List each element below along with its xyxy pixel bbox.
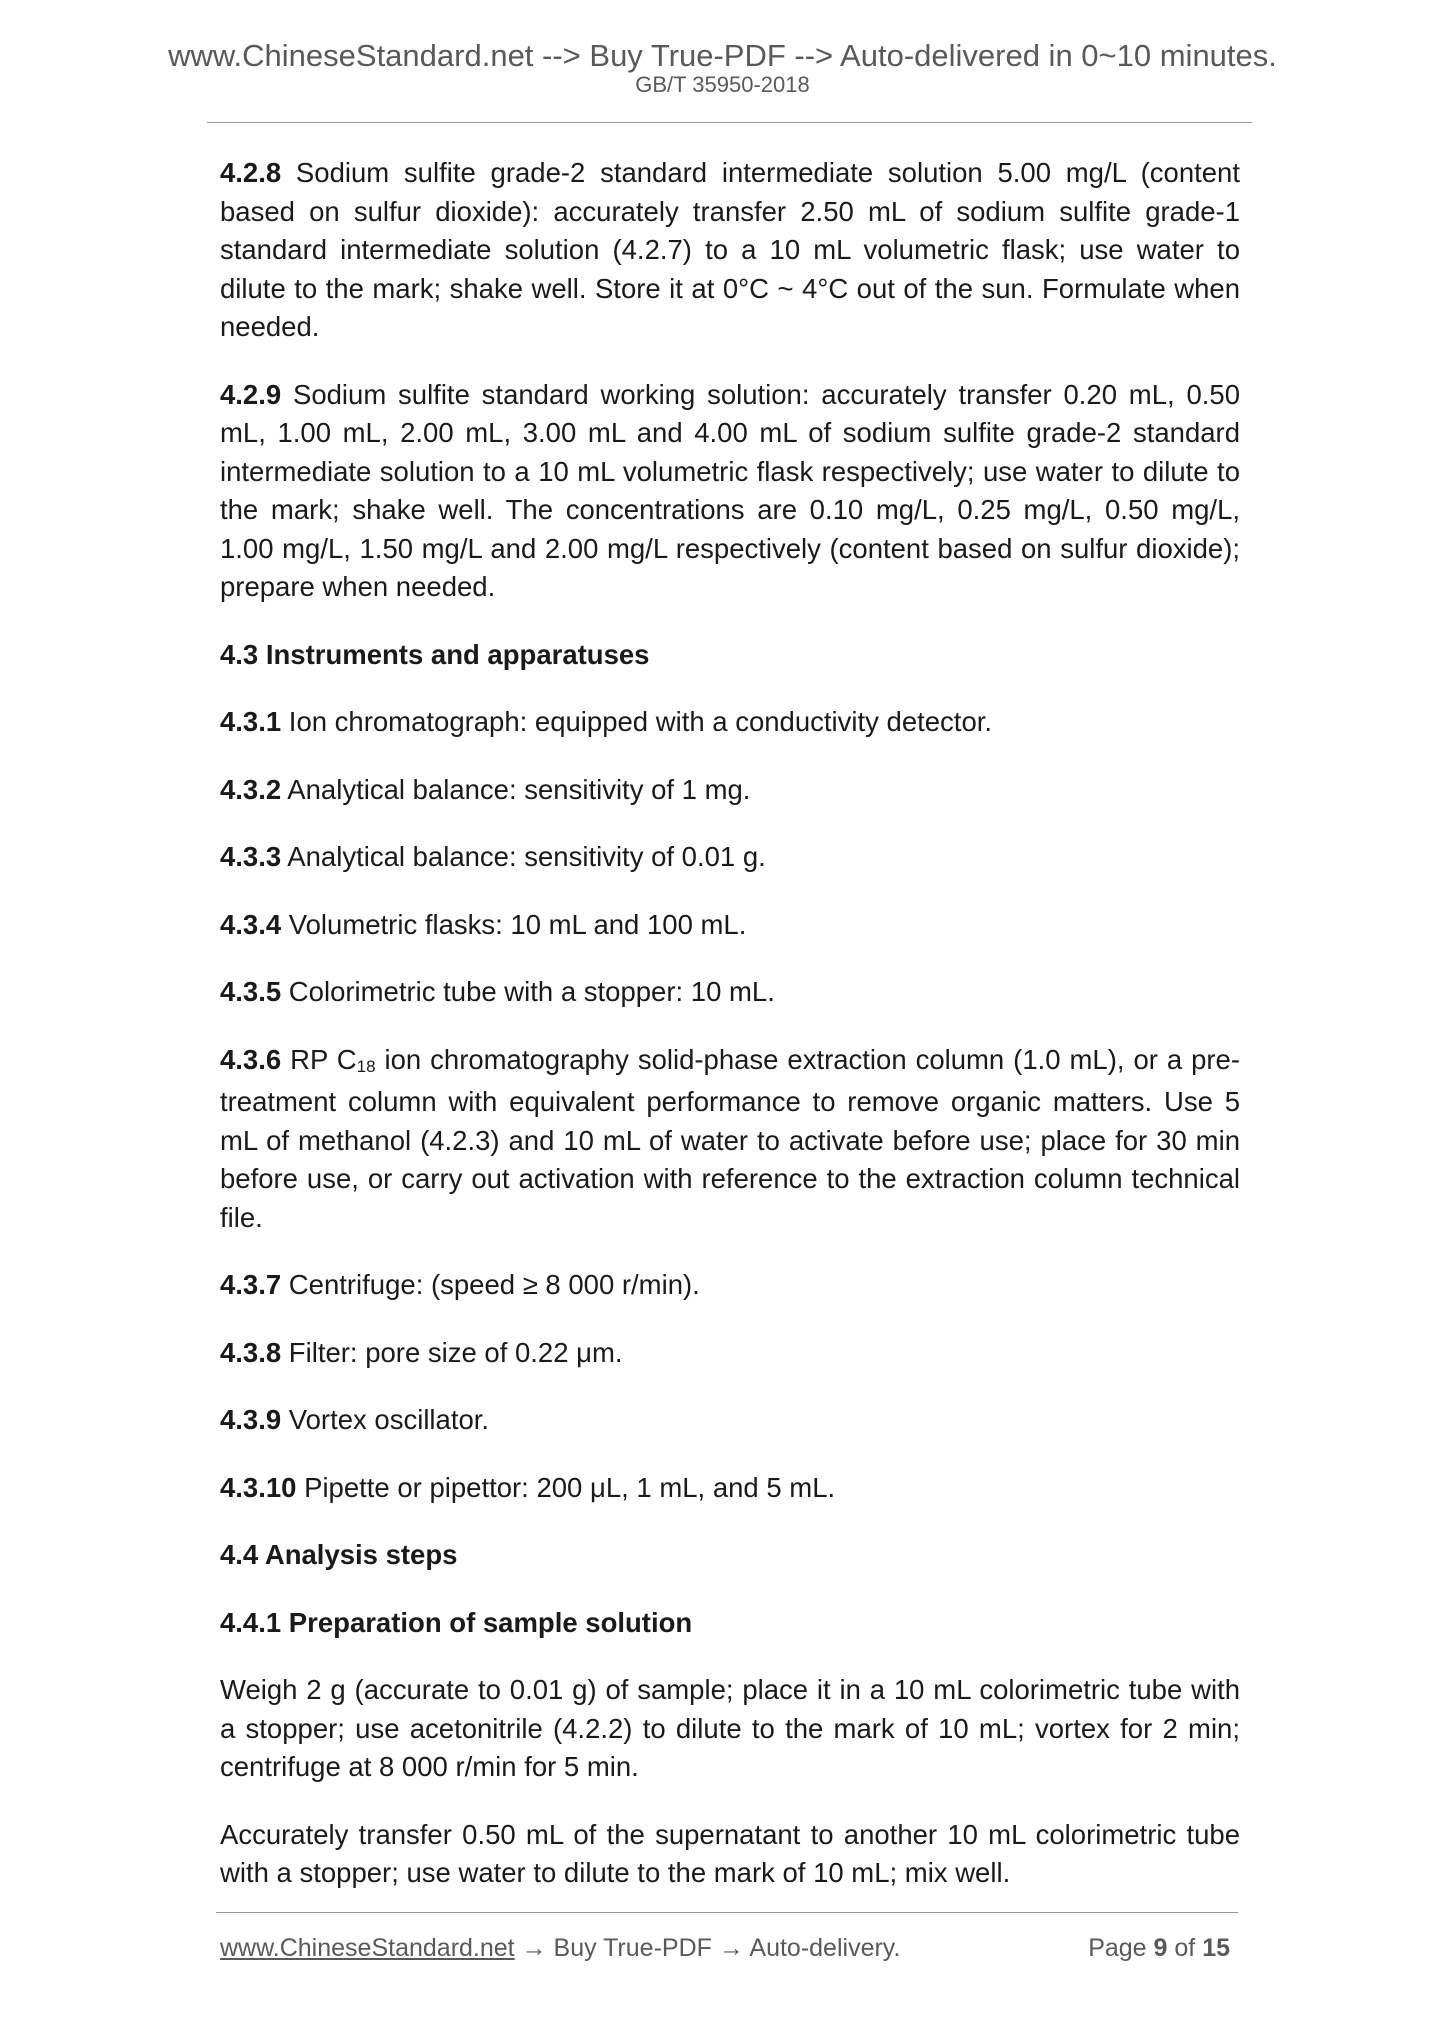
clause-4-3-1 [220,703,1240,742]
page-label: Page [1088,1934,1154,1962]
section-heading-4-3: 4.3 Instruments and apparatuses [220,638,650,670]
clause-number: 4.3.4 [220,908,282,940]
section-heading-4-4-1: 4.4.1 Preparation of sample solution [220,1606,693,1638]
clause-text: Vortex oscillator. [281,1404,490,1435]
subscript: 18 [356,1056,376,1076]
clause-number: 4.3.8 [220,1336,282,1368]
clause-4-3-8 [220,1334,1240,1373]
clause-number: 4.3.9 [220,1404,282,1435]
clause-number: 4.3.6 [220,1043,282,1075]
clause-text: Analytical balance: sensitivity of 0.01 g. [281,841,766,872]
footer-left [220,1932,900,1964]
clause-text: Colorimetric tube with a stopper: 10 mL. [281,976,775,1007]
clause-text-prefix: RP C [281,1043,357,1075]
clause-4-3-10 [220,1469,1240,1508]
clause-number: 4.2.9 [220,378,282,410]
clause-text: Volumetric flasks: 10 mL and 100 mL. [281,908,747,940]
clause-4-3-2 [220,771,1240,810]
clause-text: Sodium sulfite grade-2 standard intermediate solution 5.00 mg/L (content based on sulfur dioxide): accurately transfer 2.50 mL of sodium sulfite grade-1 standard intermediate solution (4.2.7) to a 10 mL volumetric flask; use water to dilute to the mark; shake well. Store it at 0°C ~ 4°C out of the sun. Formulate when needed. [220,157,1240,342]
clause-4-3-5 [220,973,1240,1012]
clause-text: Filter: pore size of 0.22 μm. [281,1336,623,1368]
clause-4-3-6 [220,1041,1240,1238]
clause-text: Sodium sulfite standard working solution: accurately transfer 0.20 mL, 0.50 mL, 1.00 mL, 2.00 mL, 3.00 mL and 4.00 mL of sodium sulfite grade-2 standard intermediate solution to a 10 mL volumetric flask respectively; use water to dilute to the mark; shake well. The concentrations are 0.10 mg/L, 0.25 mg/L, 0.50 mg/L, 1.00 mg/L, 1.50 mg/L and 2.00 mg/L respectively (content based on sulfur dioxide); prepare when needed. [220,378,1240,602]
section-heading-4-4: 4.4 Analysis steps [220,1539,458,1570]
paragraph-supernatant-transfer: Accurately transfer 0.50 mL of the supernatant to another 10 mL colorimetric tube with a stopper; use water to dilute to the mark of 10 mL; mix well. [220,1818,1240,1888]
clause-number: 4.3.7 [220,1269,282,1300]
page-number: 9 [1153,1934,1168,1962]
clause-4-2-9 [220,376,1240,607]
clause-number: 4.3.2 [220,773,282,805]
header-banner: www.ChineseStandard.net --> Buy True-PDF --> Auto-delivered in 0~10 minutes. [168,38,1277,73]
clause-text: Centrifuge: (speed ≥ 8 000 r/min). [281,1269,700,1300]
clause-number: 4.3.1 [220,706,282,737]
clause-number: 4.3.5 [220,976,282,1007]
clause-text: Ion chromatograph: equipped with a conductivity detector. [281,706,993,737]
clause-4-3-9 [220,1401,1240,1440]
clause-text: Analytical balance: sensitivity of 1 mg. [281,773,751,805]
page-indicator [1088,1932,1230,1964]
clause-text: ion chromatography solid-phase extraction column (1.0 mL), or a pre-treatment column with equivalent performance to remove organic matters. Use 5 mL of methanol (4.2.3) and 10 mL of water to activate before use; place for 30 min before use, or carry out activation with reference to the extraction column technical file. [220,1043,1240,1233]
clause-number: 4.2.8 [220,157,282,188]
document-body [220,154,1240,1893]
clause-4-3-7 [220,1266,1240,1305]
clause-text: Pipette or pipettor: 200 μL, 1 mL, and 5 mL. [296,1471,836,1503]
footer-divider [216,1912,1238,1913]
clause-number: 4.3.10 [220,1471,297,1503]
paragraph-sample-weigh: Weigh 2 g (accurate to 0.01 g) of sample; place it in a 10 mL colorimetric tube with a stopper; use acetonitrile (4.2.2) to dilute to the mark of 10 mL; vortex for 2 min; centrifuge at 8 000 r/min for 5 min. [220,1674,1240,1782]
footer-site-link[interactable]: www.ChineseStandard.net [220,1934,515,1962]
header-divider [207,122,1252,123]
page-of-label: of [1167,1934,1203,1962]
clause-4-3-4 [220,906,1240,945]
standard-number: GB/T 35950-2018 [635,72,810,97]
clause-4-3-3 [220,838,1240,877]
footer-trail: → Buy True-PDF → Auto-delivery. [514,1934,901,1962]
footer [220,1932,1240,1964]
clause-4-2-8 [220,154,1240,347]
page-total: 15 [1202,1934,1230,1962]
clause-number: 4.3.3 [220,841,282,872]
